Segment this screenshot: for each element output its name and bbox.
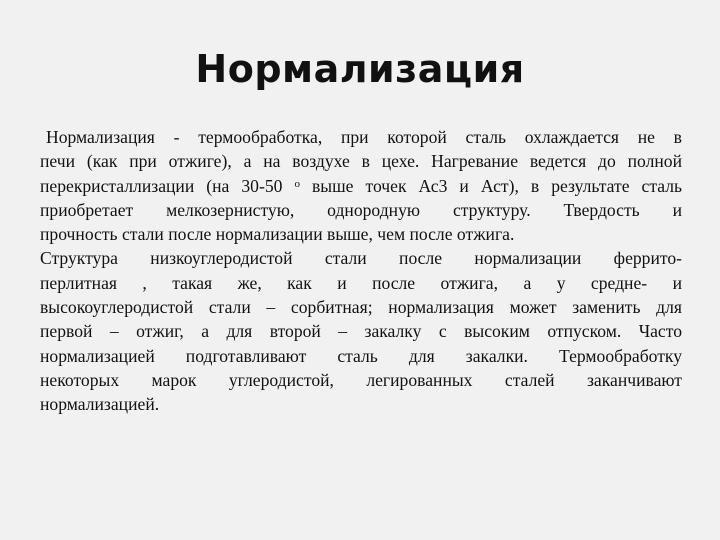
slide-title: Нормализация <box>195 47 525 91</box>
body-line-5: прочность стали после нормализации выше, чем после отжига. <box>40 224 515 245</box>
body-line-3-part-1: перекристаллизации (на 30-50 <box>40 175 283 196</box>
body-line-8: высокоуглеродистой стали – сорбитная; нормализация может заменить для <box>40 297 682 318</box>
body-line-4: приобретает мелкозернистую, однородную структуру. Твердость и <box>40 199 682 220</box>
body-line-3 <box>40 174 682 198</box>
body-line-7: перлитная , такая же, как и после отжига, а у средне- и <box>40 272 682 293</box>
degree-superscript: о <box>294 177 300 190</box>
body-line-3-part-2: выше точек Ас3 и Аст), в результате сталь <box>311 175 683 196</box>
body-line-9: первой – отжиг, а для второй – закалку с высоким отпуском. Часто <box>40 321 682 342</box>
slide-body-text <box>40 125 682 417</box>
body-line-12: нормализацией. <box>40 394 160 415</box>
body-line-11: некоторых марок углеродистой, легированных сталей заканчивают <box>40 369 682 390</box>
body-line-10: нормализацией подготавливают сталь для закалки. Термообработку <box>40 345 682 366</box>
body-line-2: печи (как при отжиге), а на воздухе в цехе. Нагревание ведется до полной <box>40 151 682 172</box>
body-line-1: Нормализация - термообработка, при которой сталь охлаждается не в <box>46 127 682 147</box>
body-line-6: Структура низкоуглеродистой стали после нормализации феррито- <box>40 248 682 269</box>
